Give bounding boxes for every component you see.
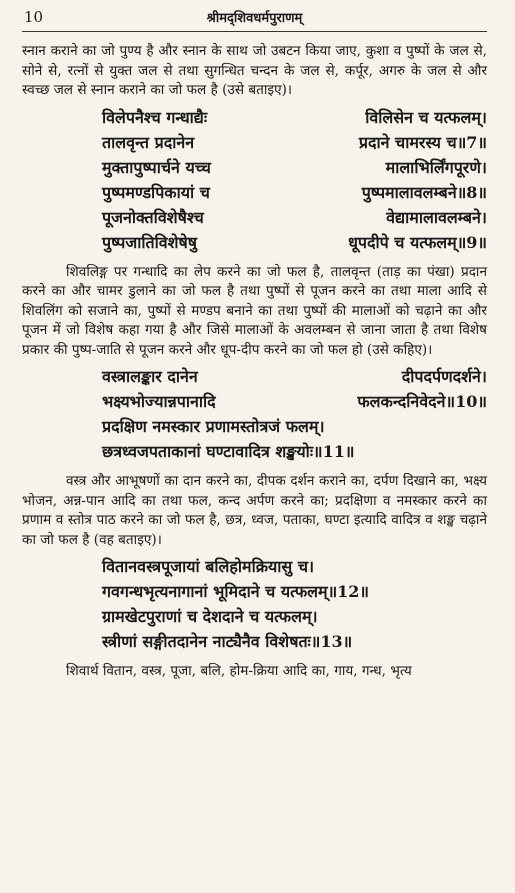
sanskrit-verse <box>102 105 487 255</box>
page-number: 10 <box>24 8 44 26</box>
header-rule <box>22 31 487 32</box>
verse-line <box>102 364 487 389</box>
commentary-paragraph: वस्त्र और आभूषणों का दान करने का, दीपक दर्शन कराने का, दर्पण दिखाने का, भक्ष्य भोजन, अन्न-पान आदि का तथा फल, कन्द अर्पण करने का; प्रदक्षिणा व नमस्कार करने का प्रणाम व स्तोत्र पाठ करने का जो फल है, छत्र, ध्वज, पताका, घण्टा इत्यादि वादित्र व शङ्ख चढ़ाने का जो फल है (वह बताइए)। <box>22 473 487 548</box>
verse-segment: वेद्यामालावलम्बने। <box>386 207 487 227</box>
verse-line <box>102 205 487 230</box>
verse-segment: दीपदर्पणदर्शने। <box>401 367 487 386</box>
verse-line <box>102 629 487 654</box>
verse-line <box>102 579 487 604</box>
verse-segment: छत्रध्वजपताकानां घण्टावादित्र शङ्खयोः॥11॥ <box>102 442 355 461</box>
verse-segment: ग्रामखेटपुराणां च देशदाने च यत्फलम्। <box>102 607 318 626</box>
verse-segment: भक्ष्यभोज्यान्नपानादि <box>102 392 216 411</box>
verse-line <box>102 230 487 255</box>
verse-segment: प्रदाने चामरस्य च॥7॥ <box>358 132 487 152</box>
commentary-paragraph: शिवलिङ्ग पर गन्धादि का लेप करने का जो फल है, तालवृन्त (ताड़ का पंखा) प्रदान करने का और चामर डुलाने का जो फल है तथा पुष्पों से पूजन करने का तथा माला आदि से शिवलिंग को सजाने का, पुष्पों से मण्डप बनाने का तथा पुष्पों की मालाओं को चढ़ाने का और पूजन में जो विशेष कहा गया है और जिसे मालाओं के अवलम्बन से जाना जाता है तथा विशेष प्रकार की पुष्प-जाति से पूजन करने और धूप-दीप करने का जो फल हो (उसे कहिए)। <box>22 263 487 358</box>
verse-line <box>102 180 487 205</box>
sanskrit-verse <box>102 364 487 464</box>
verse-segment: प्रदक्षिण नमस्कार प्रणामस्तोत्रजं फलम्। <box>102 417 325 436</box>
sanskrit-verse <box>102 554 487 654</box>
verse-segment: तालवृन्त प्रदानेन <box>102 132 195 152</box>
page-content <box>22 42 487 682</box>
verse-line <box>102 105 487 130</box>
verse-segment: पूजनोक्तविशेषैश्च <box>102 207 204 227</box>
commentary-paragraph: स्नान कराने का जो पुण्य है और स्नान के साथ जो उबटन किया जाए, कुशा व पुष्पों के जल से, सोने से, रत्नों से युक्त जल से तथा सुगन्धित चन्दन के जल से, कर्पूर, अगरु के जल से और स्वच्छ जल से स्नान कराने का जो फल है (उसे बताइए)। <box>22 43 487 98</box>
commentary-paragraph: शिवार्थ वितान, वस्त्र, पूजा, बलि, होम-क्रिया आदि का, गाय, गन्ध, भृत्य <box>66 663 412 679</box>
verse-segment: पुष्पजातिविशेषेषु <box>102 232 198 252</box>
verse-segment: वितानवस्त्रपूजायां बलिहोमक्रियासु च। <box>102 557 315 576</box>
verse-segment: पुष्पमालावलम्बने॥8॥ <box>361 182 487 202</box>
verse-line <box>102 604 487 629</box>
running-title: श्रीमद्शिवधर्मपुराणम् <box>206 11 303 26</box>
verse-segment: स्त्रीणां सङ्गीतदानेन नाट्यैनैव विशेषतः॥13॥ <box>102 632 353 651</box>
verse-line <box>102 155 487 180</box>
verse-segment: मुक्तापुष्पार्चने यच्च <box>102 157 211 177</box>
verse-segment: फलकन्दनिवेदने॥10॥ <box>357 392 487 411</box>
page-header <box>22 0 487 34</box>
verse-segment: विलिसेन च यत्फलम्। <box>365 107 487 127</box>
verse-segment: वस्त्रालङ्कार दानेन <box>102 367 198 386</box>
verse-line <box>102 130 487 155</box>
verse-line <box>102 414 487 439</box>
verse-line <box>102 439 487 464</box>
verse-segment: विलेपनैश्च गन्धाद्यैः <box>102 107 208 127</box>
verse-line <box>102 389 487 414</box>
verse-segment: गवगन्धभृत्यनागानां भूमिदाने च यत्फलम्॥12॥ <box>102 582 370 601</box>
verse-segment: मालाभिर्लिंगपूरणे। <box>385 157 487 177</box>
verse-segment: पुष्पमण्डपिकायां च <box>102 182 210 202</box>
verse-segment: धूपदीपे च यत्फलम्॥9॥ <box>348 232 487 252</box>
verse-line <box>102 554 487 579</box>
